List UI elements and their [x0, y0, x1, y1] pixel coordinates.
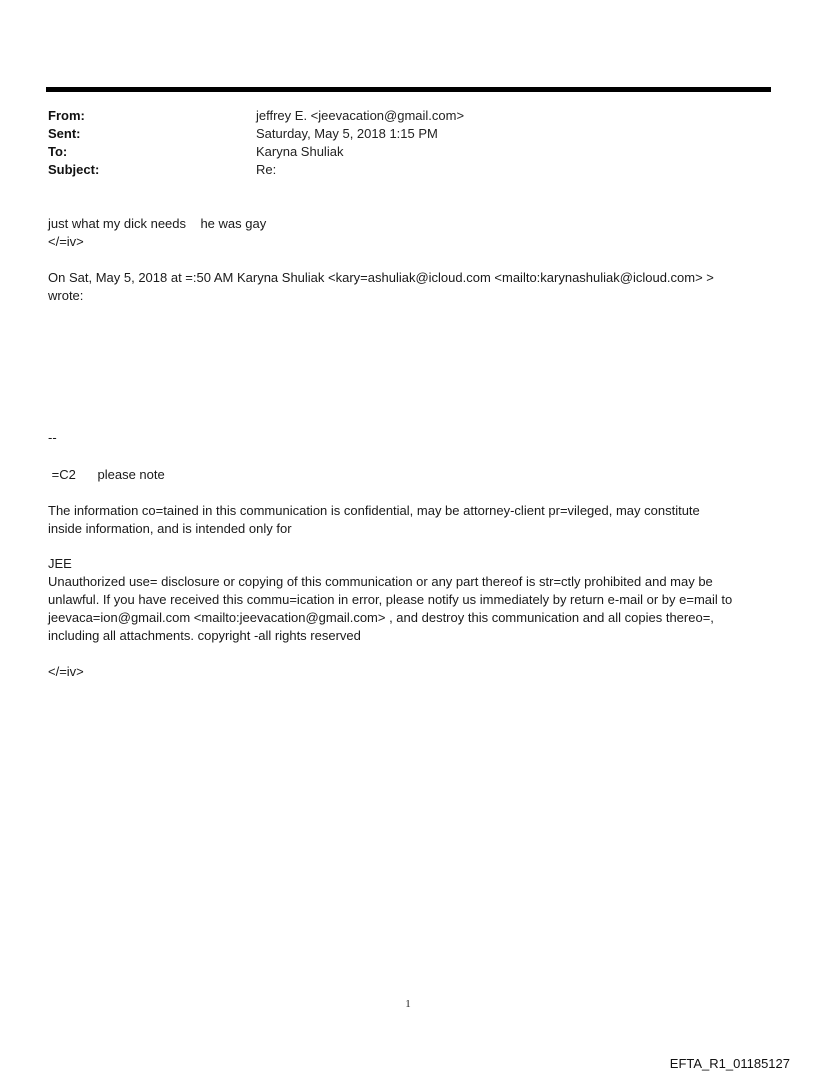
document-id: EFTA_R1_01185127	[669, 1056, 790, 1071]
sent-value: Saturday, May 5, 2018 1:15 PM	[256, 126, 438, 141]
from-value: jeffrey E. <jeevacation@gmail.com>	[256, 108, 465, 123]
to-value: Karyna Shuliak	[256, 144, 344, 159]
unauthorized-line-2: unlawful. If you have received this commu=ication in error, please notify us immediately by return e-mail or by e=mail to	[48, 592, 733, 607]
to-row	[48, 143, 768, 161]
confidential-line-2: inside information, and is intended only for	[48, 521, 292, 536]
jee-line: JEE	[48, 556, 72, 571]
div-close-tag-2: </=iv>	[48, 664, 84, 679]
quote-intro-line-1: On Sat, May 5, 2018 at =:50 AM Karyna Shuliak <kary=ashuliak@icloud.com <mailto:karynashuliak@icloud.com> >	[48, 270, 714, 285]
subject-value: Re:	[256, 162, 277, 177]
please-note-line: =C2 please note	[48, 467, 165, 482]
page-number: 1	[405, 998, 411, 1010]
confidential-line-1: The information co=tained in this communication is confidential, may be attorney-client pr=vileged, may constitute	[48, 503, 700, 518]
sent-row	[48, 125, 768, 143]
subject-label: Subject:	[48, 162, 100, 177]
quote-intro-line-2: wrote:	[48, 288, 84, 303]
header-divider	[46, 87, 771, 92]
email-header	[48, 107, 768, 179]
unauthorized-line-1: Unauthorized use= disclosure or copying of this communication or any part thereof is str=ctly prohibited and may be	[48, 574, 713, 589]
from-label: From:	[48, 108, 85, 123]
sent-label: Sent:	[48, 126, 81, 141]
unauthorized-line-3: jeevaca=ion@gmail.com <mailto:jeevacation@gmail.com> , and destroy this communication and all copies thereo=,	[48, 610, 714, 625]
from-row	[48, 107, 768, 125]
unauthorized-line-4: including all attachments. copyright -all rights reserved	[48, 628, 361, 643]
signature-separator: --	[48, 430, 57, 445]
subject-row	[48, 161, 768, 179]
reply-line: just what my dick needs he was gay	[48, 216, 267, 231]
div-close-tag: </=iv>	[48, 234, 84, 249]
to-label: To:	[48, 144, 68, 159]
